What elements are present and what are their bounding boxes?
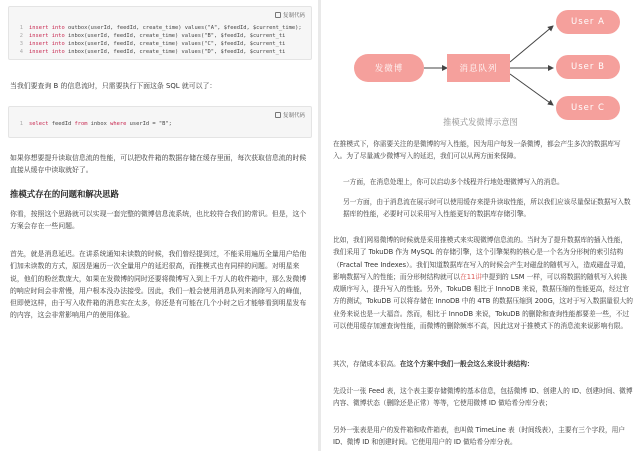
paragraph: 其次，存储成本很高。在这个方案中我们一般会这么来设计表结构： bbox=[333, 360, 534, 368]
code-block-select bbox=[8, 106, 312, 138]
code-line: 4 insert into inbox(userId, feedId, create_time) values("D", $feedId, $current_ti bbox=[19, 49, 286, 55]
paragraph: 当我们要查询 B 的信息流时，只需要执行下面这条 SQL 就可以了： bbox=[10, 82, 217, 90]
paragraph: 你看，按照这个思路就可以实现一套完整的微博信息流系统，也比较符合我们的常识。但是，这个方案会存在一些问题。 bbox=[10, 210, 307, 231]
code-line: 3 insert into inbox(userId, feedId, create_time) values("C", $feedId, $current_ti bbox=[19, 41, 286, 47]
right-page bbox=[321, 0, 640, 451]
node-message-queue: 消息队列 bbox=[447, 54, 510, 82]
node-user-b: User B bbox=[556, 55, 620, 79]
section-heading: 推模式存在的问题和解决思路 bbox=[10, 189, 119, 199]
paragraph: 如果你想要提升读取信息流的性能，可以把收件箱的数据存储在缓存里面，每次获取信息流的时候直接从缓存中读取就好了。 bbox=[10, 154, 307, 175]
paragraph: 在推模式下，你需要关注的是微博的写入性能，因为用户每发一条微博，都会产生多次的数据库写入。为了尽量减少微博写入的延迟，我们可以从两方面来保障。 bbox=[333, 140, 621, 161]
code-line: 1 select feedId from inbox where userId = "B"; bbox=[19, 121, 172, 127]
arrow-queue-to-c bbox=[510, 74, 553, 105]
code-line: 1 insert into outbox(userId, feedId, create_time) values("A", $feedId, $current_time); bbox=[19, 25, 302, 31]
copy-code-button[interactable]: 复制代码 bbox=[275, 111, 305, 119]
quote-paragraph: 另一方面，由于消息流在展示时可以使用缓存来提升读取性能，所以我们应该尽量保证数据写入数据库的性能，必要时可以采用写入性能更好的数据库存储引擎。 bbox=[343, 198, 631, 219]
paragraph: 首先，就是消息延迟。在讲系统通知未读数的时候，我们曾经提到过，不能采用遍历全量用户给他们加未读数的方式，原因是遍历一次全量用户的延迟很高，而推模式也有同样的问题。对明星来说，他们的粉丝数庞大，如果在发微博的同时还要将微博写入到上千万人的收件箱中，那么发微博的响应时间会非常慢，用户根本没办法接受。因此，我们一般会使用消息队列来消除写入的峰值，但即使这样，由于写入收件箱的消息实在太多，你还是有可能在几个小时之后才能够看到明星发布的内容，这会非常影响用户的使用体验。 bbox=[10, 250, 307, 320]
node-user-a: User A bbox=[556, 10, 620, 34]
paragraph: 先设计一张 Feed 表，这个表主要存储微博的基本信息，包括微博 ID、创建人的 ID、创建时间、微博内容、微博状态（删除还是正常）等等，它使用微博 ID 做哈希分库分表； bbox=[333, 387, 633, 408]
copy-code-button[interactable]: 复制代码 bbox=[275, 11, 305, 19]
node-user-c: User C bbox=[556, 96, 620, 120]
lesson-link[interactable]: 在11讲 bbox=[460, 272, 482, 281]
copy-icon bbox=[275, 112, 281, 118]
code-block-insert bbox=[8, 6, 312, 60]
code-line: 2 insert into inbox(userId, feedId, create_time) values("B", $feedId, $current_ti bbox=[19, 33, 286, 39]
left-page bbox=[0, 0, 318, 451]
paragraph: 比如，我们网易微博的时候就是采用推模式来实现微博信息流的。当时为了提升数据库的插入性能，我们采用了 TokuDB 作为 MySQL 的存储引擎，这个引擎架构的核心是一个名为分形树的索引结构（Fractal Tree Indexes）。我们知道数据库在写入的时候会产生对磁盘的随机写入，造成磁盘寻道，影响数据写入的性能；而分形树结构就可以在11讲中提到的 LSM 一样，可以将数据的随机写入转换成顺序写入，提升写入的性能。另外，TokuDB 相比于 InnoDB 来说，数据压缩的性能更高，经过官方的测试，TokuDB 可以将存储在 InnoDB 中的 4TB 的数据压缩到 200G，这对于写入数据量很大的业务来说也是一大福音。然而，相比于 InnoDB 来说，TokuDB 的删除和查询性能都要差一些，不过可以使用缓存加速查询性能，而微博的删除频率不高，因此这对于推模式下的消息流来说影响有限。 bbox=[333, 236, 633, 331]
node-post-weibo: 发微博 bbox=[354, 54, 424, 82]
copy-icon bbox=[275, 12, 281, 18]
paragraph: 另外一张表是用户的发件箱和收件箱表，也叫做 TimeLine 表（时间线表），主要有三个字段，用户 ID、微博 ID 和创建时间。它使用用户的 ID 做哈希分库分表。 bbox=[333, 426, 626, 447]
quote-paragraph: 一方面，在消息处理上，你可以启动多个线程并行地处理微博写入的消息。 bbox=[343, 178, 564, 186]
arrow-queue-to-a bbox=[510, 26, 553, 62]
diagram-caption: 推模式发微博示意图 bbox=[443, 117, 518, 127]
